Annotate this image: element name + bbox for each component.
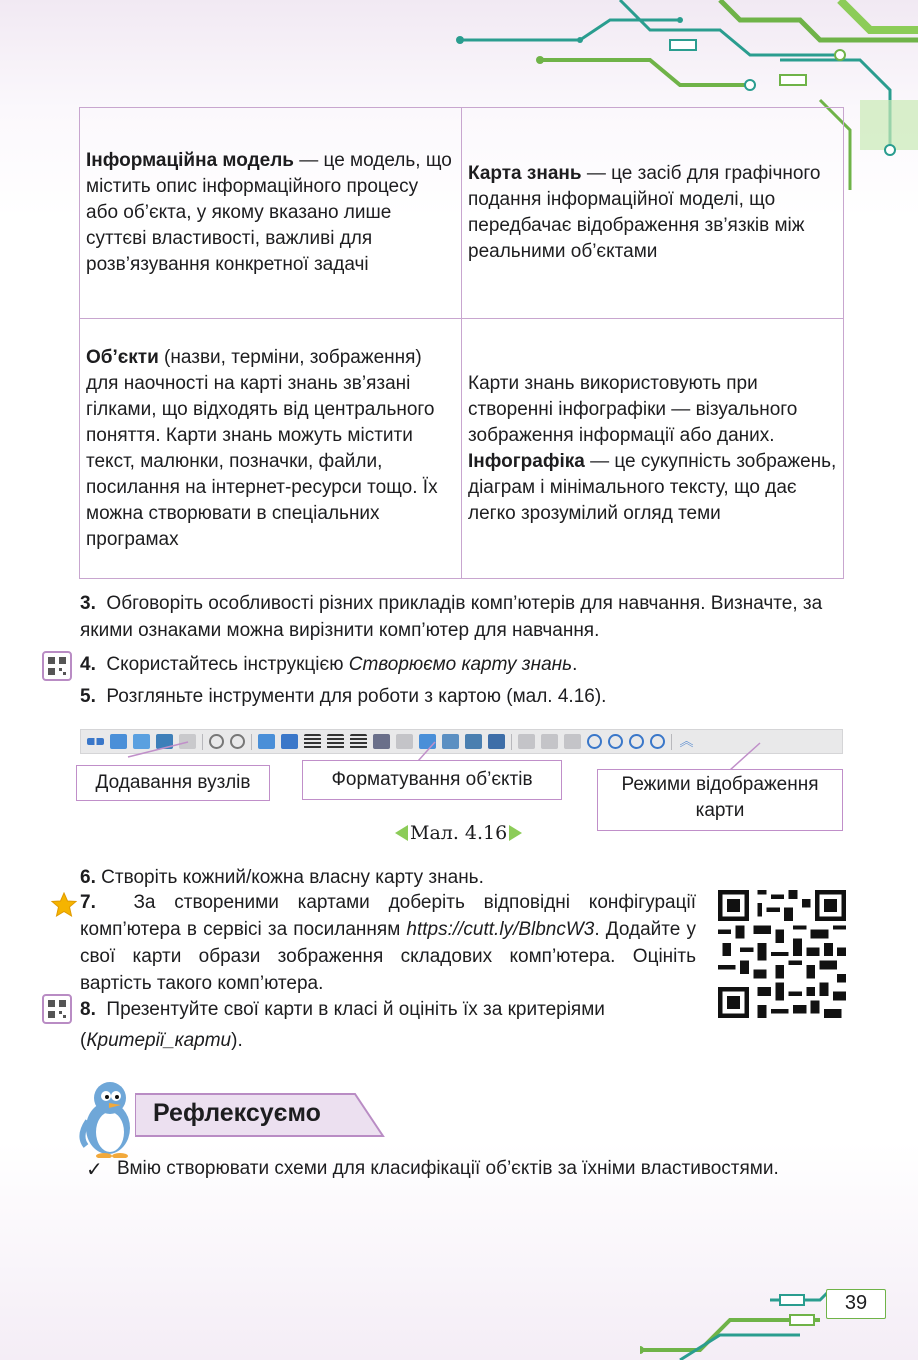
reflect-title: Рефлексуємо	[153, 1099, 321, 1127]
caption-arrow-right-icon	[509, 825, 522, 841]
callout-view-modes: Режими відображення карти	[597, 769, 843, 831]
task-4	[80, 651, 845, 678]
term: Інформаційна модель	[86, 150, 294, 171]
collapse-icon[interactable]: ︽	[679, 733, 694, 749]
task-text: Скористайтесь інструкцією	[106, 654, 349, 675]
definition: — це засіб для графічного подання інформаційної моделі, що передбачає відображення зв’язків між реальними об’єктами	[468, 163, 821, 262]
task-text-cont: . Додайте у свої карти образи зображення складових комп’ютера. Оцініть вартість такого комп’ютера.	[80, 919, 696, 994]
qr-code-icon[interactable]	[42, 994, 72, 1024]
table-cell-objects	[80, 319, 462, 578]
task-text: Створіть кожний/кожна власну карту знань.	[101, 867, 484, 888]
definition: (назви, терміни, зображення) для наочності на карті знань зв’язані гілками, що відходять від центрального поняття. Карти знань можуть містити текст, малюнки, позначки, файли, посилання на інтернет-ресурси тощо. Їх можна створювати в спеціальних програмах	[86, 346, 438, 550]
task-text: Обговоріть особливості різних прикладів комп’ютерів для навчання. Визначте, за якими ознаками можна вирізнити комп’ютер для навчання.	[80, 593, 823, 641]
task-5	[80, 683, 845, 710]
task-number: 7.	[80, 892, 96, 913]
definition: — це сукупність зображень, діаграм і мінімального тексту, що дає легко зрозумілий огляд теми	[468, 450, 837, 524]
task-number: 3.	[80, 593, 96, 614]
task-number: 6.	[80, 867, 96, 888]
definition: — це модель, що містить опис інформаційного процесу або об’єкта, у якому вказано лише суттєві властивості, важливі для розв’язування конкретної задачі	[86, 150, 452, 275]
callout-format: Форматування об’єктів	[302, 760, 562, 800]
callout-add-nodes: Додавання вузлів	[76, 765, 270, 801]
task-3	[80, 590, 845, 644]
criteria-link[interactable]: Критерії_карти	[86, 1030, 232, 1051]
check-icon: ✓	[86, 1159, 103, 1181]
definitions-table	[79, 107, 844, 579]
task-number: 5.	[80, 686, 96, 707]
term: Карта знань	[468, 163, 582, 184]
table-cell-infographics	[462, 319, 843, 578]
task-number: 8.	[80, 999, 96, 1020]
table-cell-knowledge-map	[462, 108, 843, 319]
page-number: 39	[826, 1289, 886, 1319]
figure-caption	[395, 822, 522, 844]
intro: Карти знань використовують при створенні інфографіки — візуального зображення інформації або даних.	[468, 372, 798, 446]
task-end: .	[572, 654, 578, 675]
penguin-mascot	[76, 1076, 146, 1158]
instruction-link[interactable]: Створюємо карту знань	[348, 654, 573, 675]
task-6	[80, 864, 845, 891]
task-text: За створеними картами доберіть відповідні конфігурації комп’ютера в сервісі за посиланням	[80, 892, 696, 940]
caption-text: Мал. 4.16	[410, 822, 508, 844]
service-link[interactable]: https://cutt.ly/BlbncW3	[406, 919, 595, 940]
term: Інфографіка	[468, 450, 585, 472]
task-end: ).	[231, 1030, 243, 1051]
reflect-item: Вмію створювати схеми для класифікації об’єктів за їхніми властивостями.	[117, 1158, 779, 1179]
task-number: 4.	[80, 654, 96, 675]
qr-code[interactable]	[718, 889, 846, 1019]
task-text: Презентуйте свої карти в класі й оцініть їх за критеріями (	[80, 999, 605, 1051]
task-7	[80, 889, 696, 997]
qr-code-icon[interactable]	[42, 651, 72, 681]
star-icon	[51, 892, 77, 918]
table-cell-information-model	[80, 108, 462, 319]
term: Об’єкти	[86, 346, 159, 368]
task-8	[80, 994, 696, 1056]
caption-arrow-left-icon	[395, 825, 408, 841]
task-text: Розгляньте інструменти для роботи з картою (мал. 4.16).	[106, 686, 607, 707]
